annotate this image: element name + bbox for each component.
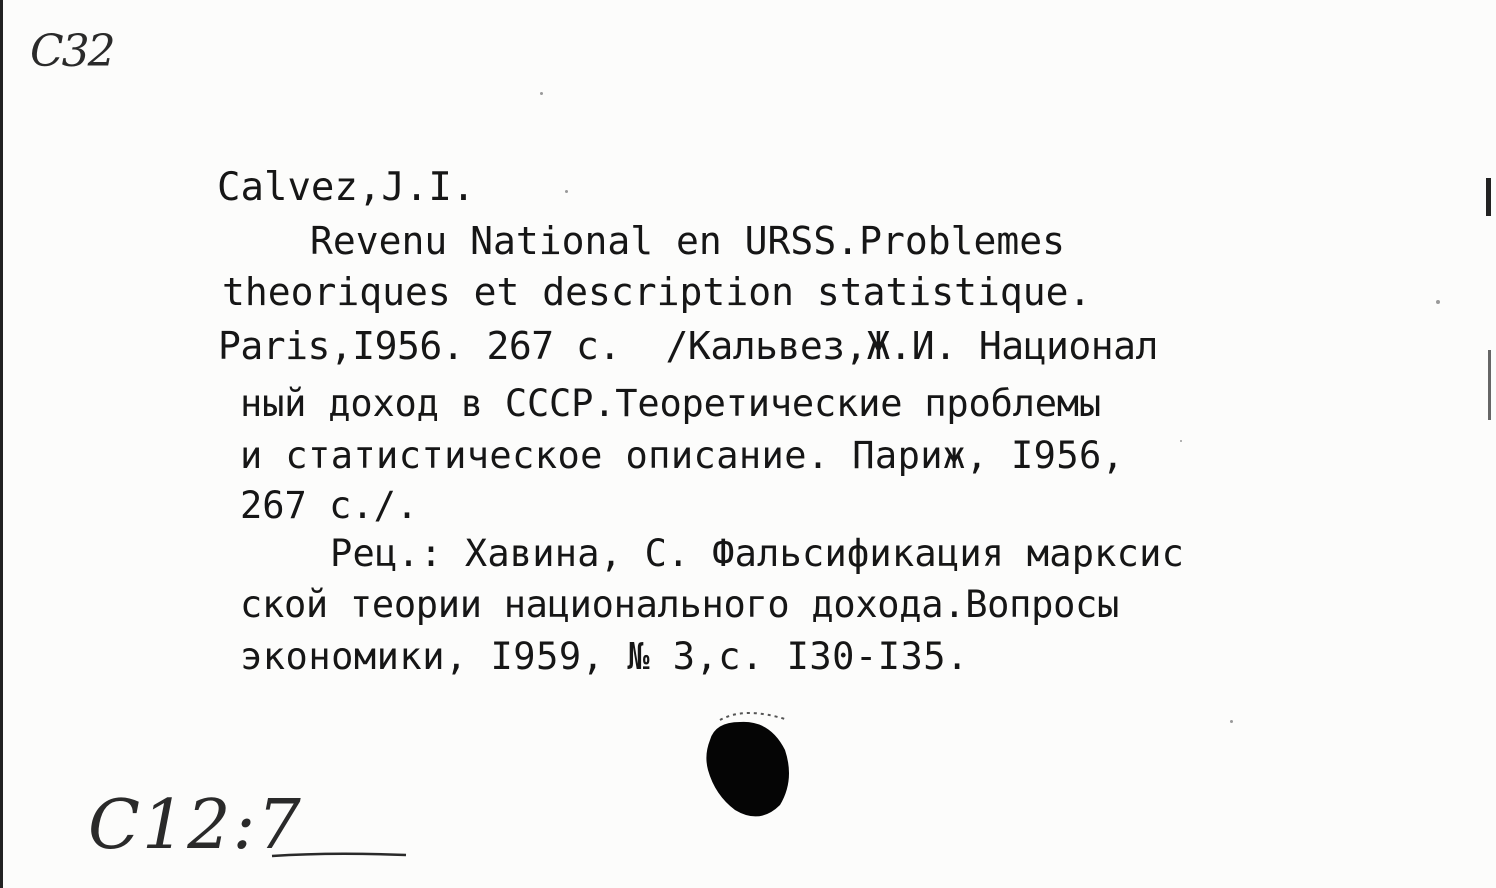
scan-speck	[1180, 440, 1182, 442]
call-number-top: C32	[30, 26, 114, 77]
title-line-1: Revenu National en URSS.Problemes	[310, 219, 1065, 263]
review-line-2: ской теории национального дохода.Вопросы	[240, 583, 1120, 626]
author-heading: Calvez,J.I.	[217, 165, 476, 210]
scan-speck	[1436, 300, 1440, 304]
imprint-line: Paris,I956. 267 c. /Кальвез,Ж.И. Национал	[218, 324, 1158, 368]
card-left-edge	[0, 0, 3, 888]
scan-speck	[540, 92, 543, 95]
translation-line-2: и статистическое описание. Париж, I956,	[240, 434, 1125, 477]
translation-line-3: 267 с./.	[240, 484, 419, 527]
review-line-1: Рец.: Хавина, С. Фальсификация марксис	[330, 532, 1185, 575]
title-line-2: theoriques et description statistique.	[222, 270, 1092, 314]
scan-speck	[1230, 720, 1233, 723]
translation-line-1: ный доход в СССР.Теоретические проблемы	[240, 382, 1101, 425]
card-right-edge-mark-lower	[1488, 350, 1491, 420]
card-right-edge-mark	[1486, 178, 1491, 216]
punch-hole	[690, 700, 810, 830]
handwritten-underline	[270, 848, 410, 862]
call-number-bottom: C12:7	[88, 786, 303, 865]
scan-speck	[565, 190, 568, 193]
review-line-3: экономики, I959, № 3,с. I30-I35.	[240, 635, 969, 678]
